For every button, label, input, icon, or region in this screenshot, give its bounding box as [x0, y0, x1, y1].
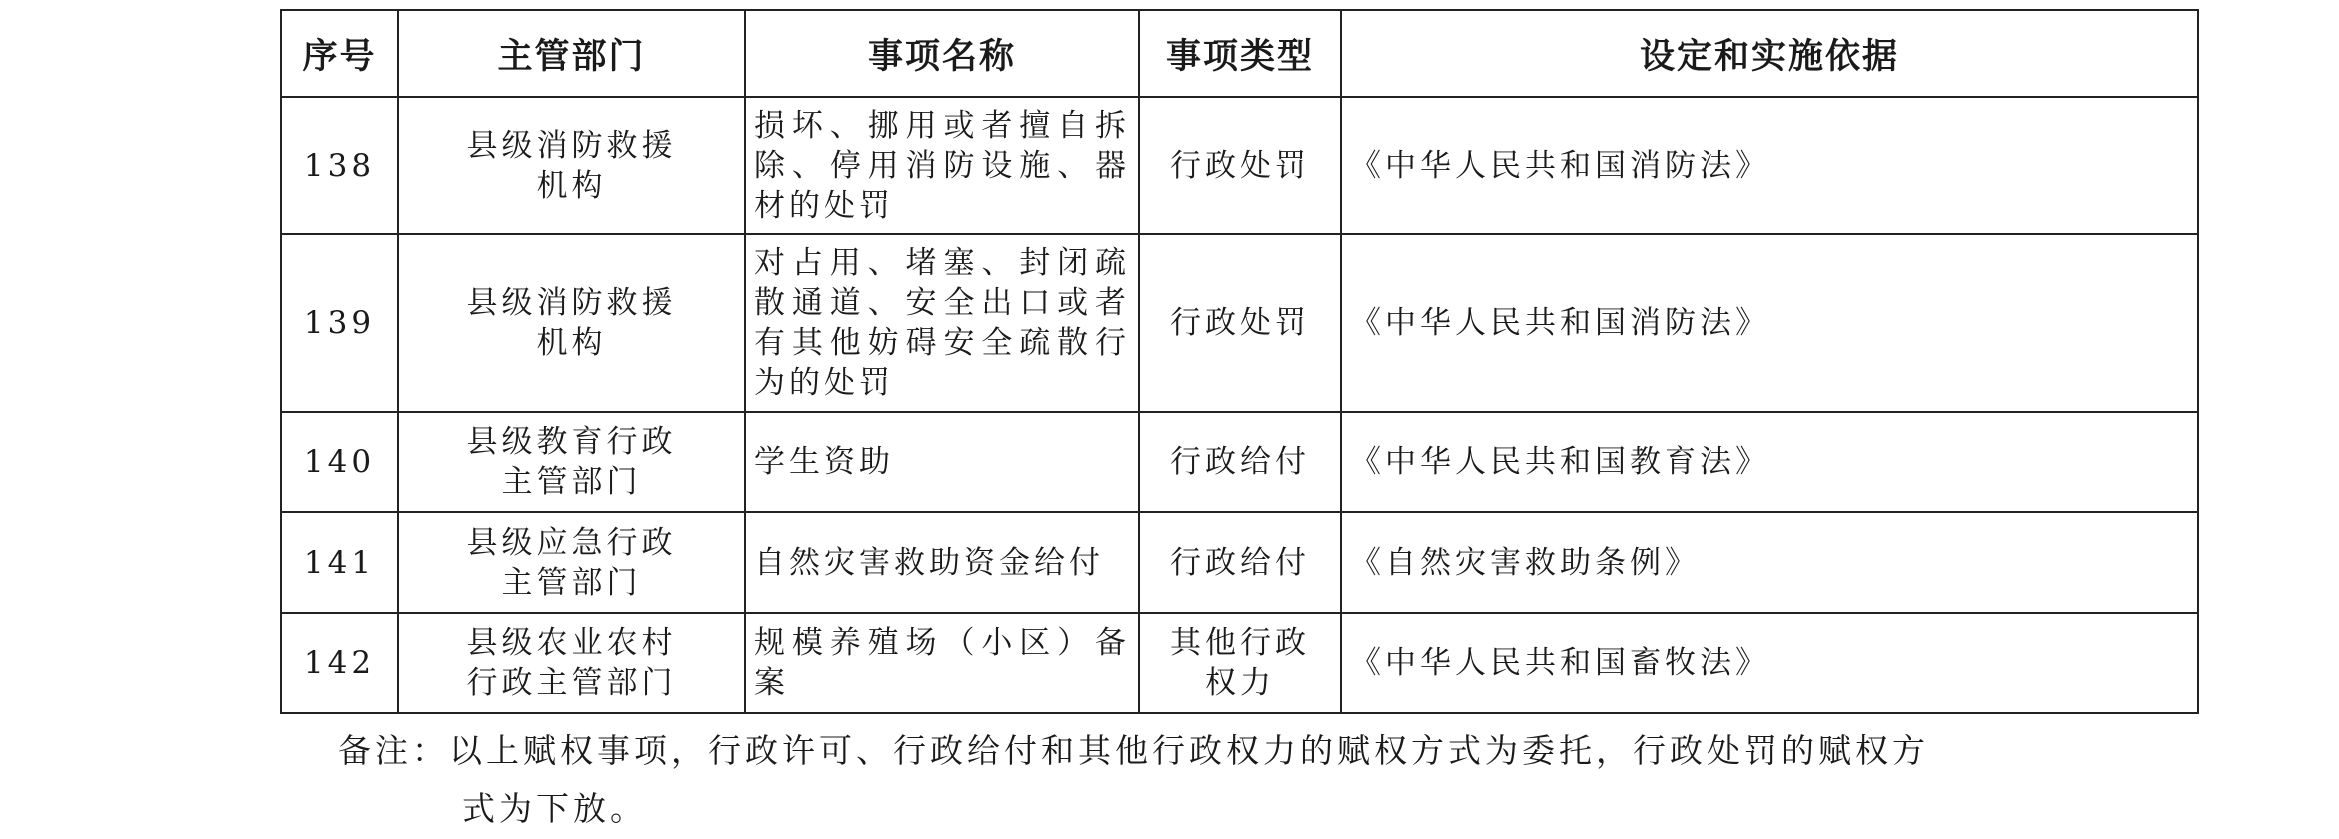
- row-number: 142: [281, 613, 398, 713]
- type-line: 行政处罚: [1170, 147, 1310, 184]
- type-line: 权力: [1205, 665, 1275, 701]
- table-row: [281, 412, 2198, 512]
- table-header-row: [281, 10, 2198, 97]
- department-line: 主管部门: [501, 464, 642, 500]
- table-row: [281, 613, 2198, 713]
- row-item-type: [1139, 512, 1341, 613]
- footnote-line-2: 式为下放。: [462, 789, 647, 828]
- row-number: 139: [281, 234, 398, 412]
- row-basis: 《中华人民共和国消防法》: [1341, 234, 2198, 412]
- row-item-name: 自然灾害救助资金给付: [745, 512, 1139, 613]
- department-line: 县级消防救援: [466, 127, 677, 164]
- table-row: [281, 234, 2198, 412]
- department-line: 县级消防救援: [466, 285, 677, 321]
- table-row: [281, 97, 2198, 234]
- row-item-type: [1139, 412, 1341, 512]
- header-type: 事项类型: [1139, 10, 1341, 97]
- row-department: [398, 512, 745, 613]
- row-item-type: [1139, 97, 1341, 234]
- row-item-type: [1139, 613, 1341, 713]
- row-basis: 《自然灾害救助条例》: [1341, 512, 2198, 613]
- footnote-label: 备注：: [338, 731, 449, 770]
- header-no: 序号: [281, 10, 398, 97]
- row-number: 141: [281, 512, 398, 613]
- table-row: [281, 512, 2198, 613]
- row-number: 138: [281, 97, 398, 234]
- department-line: 机构: [536, 167, 607, 204]
- row-number: 140: [281, 412, 398, 512]
- row-department: [398, 613, 745, 713]
- header-basis: 设定和实施依据: [1341, 10, 2198, 97]
- footnote-line-1: 以上赋权事项，行政许可、行政给付和其他行政权力的赋权方式为委托，行政处罚的赋权方: [449, 731, 1929, 770]
- type-line: 行政处罚: [1170, 305, 1310, 341]
- department-line: 主管部门: [501, 564, 642, 601]
- type-line: 行政给付: [1170, 544, 1310, 581]
- department-line: 县级教育行政: [466, 424, 677, 460]
- footnote: [338, 722, 2128, 838]
- header-name: 事项名称: [745, 10, 1139, 97]
- type-line: 行政给付: [1170, 444, 1310, 480]
- row-basis: 《中华人民共和国畜牧法》: [1341, 613, 2198, 713]
- authority-table: [280, 9, 2199, 714]
- row-department: [398, 412, 745, 512]
- department-line: 县级应急行政: [466, 524, 677, 561]
- row-item-type: [1139, 234, 1341, 412]
- row-item-name: 规模养殖场（小区）备案: [745, 613, 1139, 713]
- row-item-name: 损坏、挪用或者擅自拆除、停用消防设施、器材的处罚: [745, 97, 1139, 234]
- type-line: 其他行政: [1170, 625, 1310, 661]
- row-item-name: 学生资助: [745, 412, 1139, 512]
- row-item-name: 对占用、堵塞、封闭疏散通道、安全出口或者有其他妨碍安全疏散行为的处罚: [745, 234, 1139, 412]
- department-line: 机构: [536, 325, 607, 361]
- header-dept: 主管部门: [398, 10, 745, 97]
- row-department: [398, 97, 745, 234]
- row-basis: 《中华人民共和国消防法》: [1341, 97, 2198, 234]
- department-line: 行政主管部门: [466, 665, 677, 701]
- row-basis: 《中华人民共和国教育法》: [1341, 412, 2198, 512]
- department-line: 县级农业农村: [466, 625, 677, 661]
- row-department: [398, 234, 745, 412]
